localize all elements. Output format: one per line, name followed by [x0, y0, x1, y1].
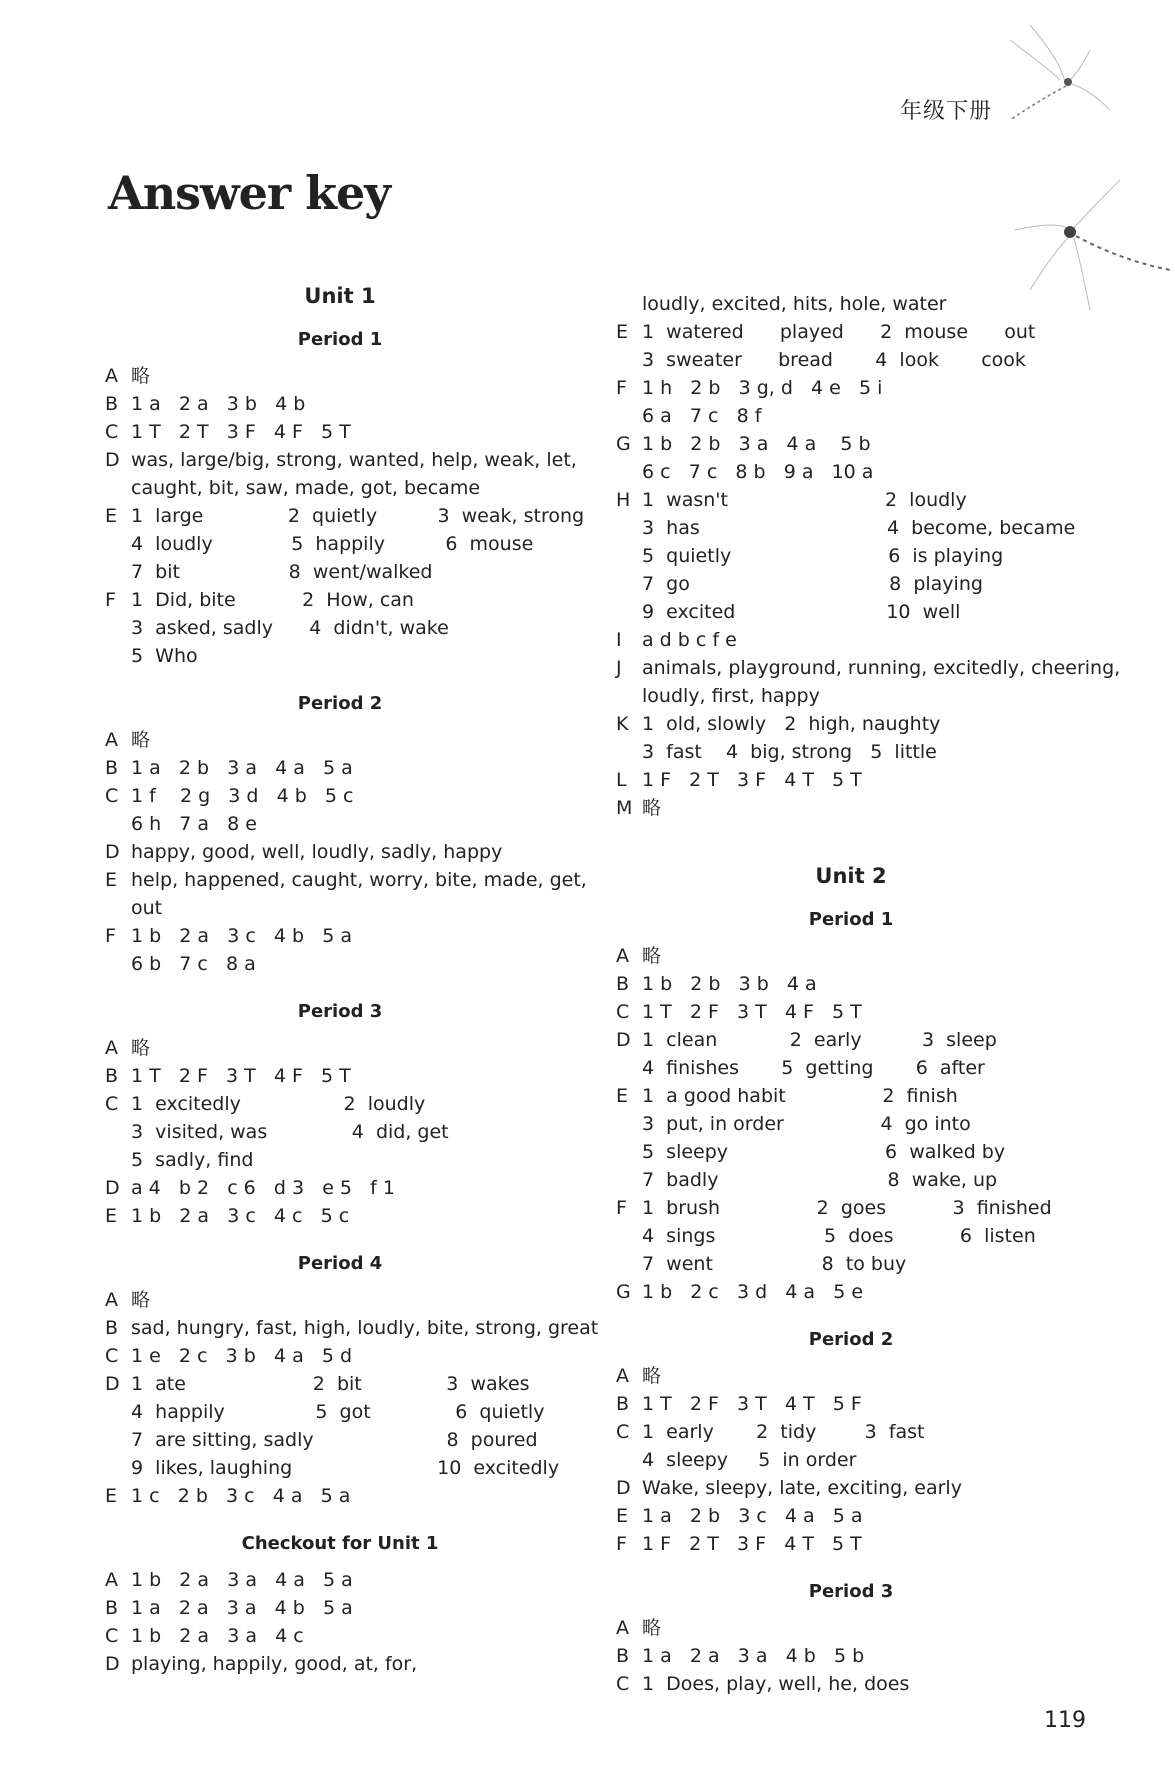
answer-row — [105, 1594, 575, 1622]
answer-line: 1 f 2 g 3 d 4 b 5 c — [131, 785, 354, 807]
answer-row — [105, 1286, 575, 1314]
answer-row — [105, 866, 587, 922]
answer-line: happy, good, well, loudly, sadly, happy — [131, 841, 503, 863]
answer-line: 略 — [642, 1617, 662, 1639]
answer-line: 4 sleepy 5 in order — [642, 1449, 857, 1471]
answer-line: 3 asked, sadly 4 didn't, wake — [131, 617, 449, 639]
answer-row — [105, 922, 575, 978]
answer-row — [616, 970, 1086, 998]
answer-row — [105, 1174, 575, 1202]
answer-row — [105, 502, 585, 586]
exercise-letter: M — [616, 797, 633, 819]
answer-line: 1 a 2 b 3 a 4 a 5 a — [131, 757, 353, 779]
answer-row — [105, 1062, 575, 1090]
answer-line: 3 fast 4 big, strong 5 little — [642, 741, 937, 763]
answer-line: 4 finishes 5 getting 6 after — [642, 1057, 985, 1079]
exercise-letter: E — [616, 321, 629, 343]
period-heading: Period 1 — [808, 909, 894, 930]
answer-line: 3 has 4 become, became — [642, 517, 1076, 539]
answer-row — [105, 446, 575, 502]
exercise-letter: A — [105, 729, 118, 751]
right-column — [616, 290, 1121, 1698]
exercise-letter: B — [105, 1597, 119, 1619]
answer-line: 1 b 2 a 3 c 4 c 5 c — [131, 1205, 350, 1227]
period-heading: Period 2 — [297, 693, 383, 714]
answer-row — [105, 1370, 575, 1482]
exercise-letter: A — [616, 1617, 629, 1639]
answer-line: 1 a 2 a 3 a 4 b 5 b — [642, 1645, 865, 1667]
page-number: 119 — [1044, 1708, 1086, 1733]
answer-line: animals, playground, running, excitedly, cheering, — [642, 657, 1121, 679]
exercise-letter: D — [616, 1477, 631, 1499]
dragonfly-top-icon — [990, 20, 1140, 160]
answer-line: Wake, sleepy, late, exciting, early — [642, 1477, 962, 1499]
answer-row — [105, 586, 575, 670]
exercise-letter: B — [105, 1065, 119, 1087]
exercise-letter: E — [105, 1205, 118, 1227]
answer-line: 6 c 7 c 8 b 9 a 10 a — [642, 461, 874, 483]
answer-line: 1 e 2 c 3 b 4 a 5 d — [131, 1345, 353, 1367]
answer-row — [616, 374, 1086, 430]
answer-row — [616, 794, 1086, 822]
answer-row — [105, 390, 575, 418]
exercise-letter: G — [616, 1281, 631, 1303]
answer-row — [105, 754, 575, 782]
exercise-letter: C — [105, 785, 119, 807]
exercise-letter: E — [616, 1505, 629, 1527]
answer-row — [105, 838, 575, 866]
answer-row — [105, 1650, 575, 1678]
exercise-letter: L — [616, 769, 627, 791]
answer-line: 略 — [131, 729, 151, 751]
answer-row — [616, 1362, 1086, 1390]
answer-line: 1 early 2 tidy 3 fast — [642, 1421, 925, 1443]
exercise-letter: J — [616, 657, 622, 679]
answer-row — [616, 1278, 1086, 1306]
answer-row — [616, 1082, 1086, 1194]
answer-row — [616, 1502, 1086, 1530]
answer-line: 1 a 2 b 3 c 4 a 5 a — [642, 1505, 863, 1527]
exercise-letter: F — [105, 589, 116, 611]
answer-row — [616, 1194, 1086, 1278]
answer-line: 1 large 2 quietly 3 weak, strong — [131, 505, 585, 527]
answer-line: 1 b 2 a 3 a 4 c — [131, 1625, 304, 1647]
answer-row — [105, 782, 575, 838]
answer-line: 4 sings 5 does 6 listen — [642, 1225, 1036, 1247]
answer-line: 9 likes, laughing 10 excitedly — [131, 1457, 560, 1479]
answer-line: 1 T 2 F 3 T 4 F 5 T — [642, 1001, 862, 1023]
period-heading: Checkout for Unit 1 — [241, 1533, 439, 1554]
answer-line: 9 excited 10 well — [642, 601, 961, 623]
answer-line: loudly, first, happy — [642, 685, 820, 707]
answer-row — [616, 318, 1086, 374]
exercise-letter: A — [105, 365, 118, 387]
period-heading: Period 3 — [297, 1001, 383, 1022]
answer-row — [616, 1614, 1086, 1642]
answer-row — [616, 654, 1121, 710]
exercise-letter: A — [105, 1037, 118, 1059]
answer-line: 1 b 2 c 3 d 4 a 5 e — [642, 1281, 864, 1303]
answer-row — [616, 1670, 1086, 1698]
answer-line: 1 a 2 a 3 b 4 b — [131, 393, 306, 415]
answer-line: 1 T 2 T 3 F 4 F 5 T — [131, 421, 351, 443]
exercise-letter: C — [616, 1001, 630, 1023]
answer-line: playing, happily, good, at, for, — [131, 1653, 418, 1675]
exercise-letter: H — [616, 489, 631, 511]
exercise-letter: C — [105, 1093, 119, 1115]
exercise-letter: B — [616, 1393, 630, 1415]
exercise-letter: D — [105, 1653, 120, 1675]
answer-row — [105, 1622, 575, 1650]
exercise-letter: C — [105, 1625, 119, 1647]
answer-row — [616, 1418, 1086, 1474]
answer-line: 1 F 2 T 3 F 4 T 5 T — [642, 769, 862, 791]
answer-line: caught, bit, saw, made, got, became — [131, 477, 481, 499]
answer-line: out — [131, 897, 163, 919]
exercise-letter: A — [105, 1569, 118, 1591]
exercise-letter: A — [105, 1289, 118, 1311]
answer-line: 7 went 8 to buy — [642, 1253, 907, 1275]
answer-line: 略 — [642, 797, 662, 819]
answer-line: 1 brush 2 goes 3 finished — [642, 1197, 1052, 1219]
answer-line: 略 — [131, 365, 151, 387]
answer-line: 1 T 2 F 3 T 4 T 5 F — [642, 1393, 862, 1415]
answer-line: 1 excitedly 2 loudly — [131, 1093, 426, 1115]
exercise-letter: C — [616, 1673, 630, 1695]
answer-line: 3 visited, was 4 did, get — [131, 1121, 449, 1143]
answer-line: 1 F 2 T 3 F 4 T 5 T — [642, 1533, 862, 1555]
exercise-letter: A — [616, 945, 629, 967]
answer-line: 7 are sitting, sadly 8 poured — [131, 1429, 538, 1451]
exercise-letter: D — [105, 1373, 120, 1395]
answer-row — [105, 1314, 599, 1342]
answer-line: 7 go 8 playing — [642, 573, 983, 595]
exercise-letter: D — [616, 1029, 631, 1051]
answer-line: 略 — [131, 1289, 151, 1311]
answer-line: 4 happily 5 got 6 quietly — [131, 1401, 545, 1423]
answer-row — [616, 998, 1086, 1026]
answer-row — [105, 1482, 575, 1510]
answer-row — [616, 710, 1086, 766]
exercise-letter: B — [105, 1317, 119, 1339]
answer-line: 1 old, slowly 2 high, naughty — [642, 713, 941, 735]
answer-row — [105, 418, 575, 446]
answer-line: 1 b 2 a 3 a 4 a 5 a — [131, 1569, 353, 1591]
exercise-letter: K — [616, 713, 629, 735]
exercise-letter: I — [616, 629, 622, 651]
answer-line: 3 sweater bread 4 look cook — [642, 349, 1026, 371]
answer-line: 3 put, in order 4 go into — [642, 1113, 971, 1135]
page-title: Answer key — [108, 166, 391, 220]
period-heading: Period 4 — [297, 1253, 383, 1274]
answer-line: 5 sleepy 6 walked by — [642, 1141, 1006, 1163]
exercise-letter: G — [616, 433, 631, 455]
exercise-letter: B — [105, 393, 119, 415]
answer-line: 1 watered played 2 mouse out — [642, 321, 1036, 343]
answer-line: 1 b 2 a 3 c 4 b 5 a — [131, 925, 352, 947]
answer-line: 5 sadly, find — [131, 1149, 254, 1171]
left-column — [105, 280, 599, 1678]
period-heading: Period 1 — [297, 329, 383, 350]
period-heading: Period 3 — [808, 1581, 894, 1602]
exercise-letter: E — [105, 505, 118, 527]
answer-row — [616, 942, 1086, 970]
exercise-letter: F — [616, 377, 627, 399]
exercise-letter: B — [616, 1645, 630, 1667]
answer-row — [616, 486, 1086, 626]
answer-line: 1 h 2 b 3 g, d 4 e 5 i — [642, 377, 883, 399]
answer-line: 6 b 7 c 8 a — [131, 953, 256, 975]
answer-line: 4 loudly 5 happily 6 mouse — [131, 533, 534, 555]
answer-line: 1 c 2 b 3 c 4 a 5 a — [131, 1485, 351, 1507]
answer-line: 1 T 2 F 3 T 4 F 5 T — [131, 1065, 351, 1087]
answer-line: a 4 b 2 c 6 d 3 e 5 f 1 — [131, 1177, 395, 1199]
answer-row — [616, 1530, 1086, 1558]
answer-line: 1 a good habit 2 finish — [642, 1085, 958, 1107]
answer-line: 略 — [642, 945, 662, 967]
unit-heading: Unit 1 — [304, 284, 376, 308]
answer-line: 6 h 7 a 8 e — [131, 813, 257, 835]
exercise-letter: F — [105, 925, 116, 947]
period-heading: Period 2 — [808, 1329, 894, 1350]
unit-heading: Unit 2 — [815, 864, 887, 888]
answer-row — [105, 1034, 575, 1062]
exercise-letter: C — [105, 1345, 119, 1367]
answer-row — [616, 766, 1086, 794]
exercise-letter: E — [616, 1085, 629, 1107]
exercise-letter: F — [616, 1533, 627, 1555]
answer-line: 7 badly 8 wake, up — [642, 1169, 998, 1191]
answer-line: 1 Did, bite 2 How, can — [131, 589, 414, 611]
answer-line: 1 wasn't 2 loudly — [642, 489, 967, 511]
exercise-letter: C — [616, 1421, 630, 1443]
answer-row — [105, 1566, 575, 1594]
answer-line: 1 ate 2 bit 3 wakes — [131, 1373, 530, 1395]
exercise-letter: B — [105, 757, 119, 779]
answer-line: 5 Who — [131, 645, 198, 667]
answer-line: 1 Does, play, well, he, does — [642, 1673, 910, 1695]
answer-line: sad, hungry, fast, high, loudly, bite, strong, great — [131, 1317, 599, 1339]
exercise-letter: F — [616, 1197, 627, 1219]
answer-row — [616, 1026, 1086, 1082]
grade-label: 年级下册 — [900, 99, 993, 124]
answer-line: 略 — [131, 1037, 151, 1059]
answer-line: 1 b 2 b 3 b 4 a — [642, 973, 817, 995]
exercise-letter: A — [616, 1365, 629, 1387]
answer-line: 略 — [642, 1365, 662, 1387]
answer-row — [105, 726, 575, 754]
answer-line: 5 quietly 6 is playing — [642, 545, 1004, 567]
answer-row — [105, 1202, 575, 1230]
exercise-letter: D — [105, 449, 120, 471]
exercise-letter: B — [616, 973, 630, 995]
answer-row — [616, 626, 1086, 654]
answer-row — [616, 430, 1086, 486]
exercise-letter: C — [105, 421, 119, 443]
answer-line: loudly, excited, hits, hole, water — [642, 293, 947, 315]
answer-line: 1 clean 2 early 3 sleep — [642, 1029, 997, 1051]
answer-row — [105, 1090, 575, 1174]
answer-line: a d b c f e — [642, 629, 737, 651]
answer-line: 1 b 2 b 3 a 4 a 5 b — [642, 433, 871, 455]
answer-row — [105, 362, 575, 390]
answer-row — [616, 1390, 1086, 1418]
answer-line: 1 a 2 a 3 a 4 b 5 a — [131, 1597, 353, 1619]
answer-row — [616, 1642, 1086, 1670]
exercise-letter: E — [105, 869, 118, 891]
answer-row — [616, 290, 1086, 318]
answer-row — [616, 1474, 1086, 1502]
exercise-letter: E — [105, 1485, 118, 1507]
exercise-letter: D — [105, 1177, 120, 1199]
exercise-letter — [616, 290, 642, 318]
answer-line: help, happened, caught, worry, bite, made, get, — [131, 869, 587, 891]
exercise-letter: D — [105, 841, 120, 863]
answer-row — [105, 1342, 575, 1370]
answer-line: was, large/big, strong, wanted, help, weak, let, — [131, 449, 577, 471]
answer-line: 6 a 7 c 8 f — [642, 405, 762, 427]
answer-line: 7 bit 8 went/walked — [131, 561, 433, 583]
